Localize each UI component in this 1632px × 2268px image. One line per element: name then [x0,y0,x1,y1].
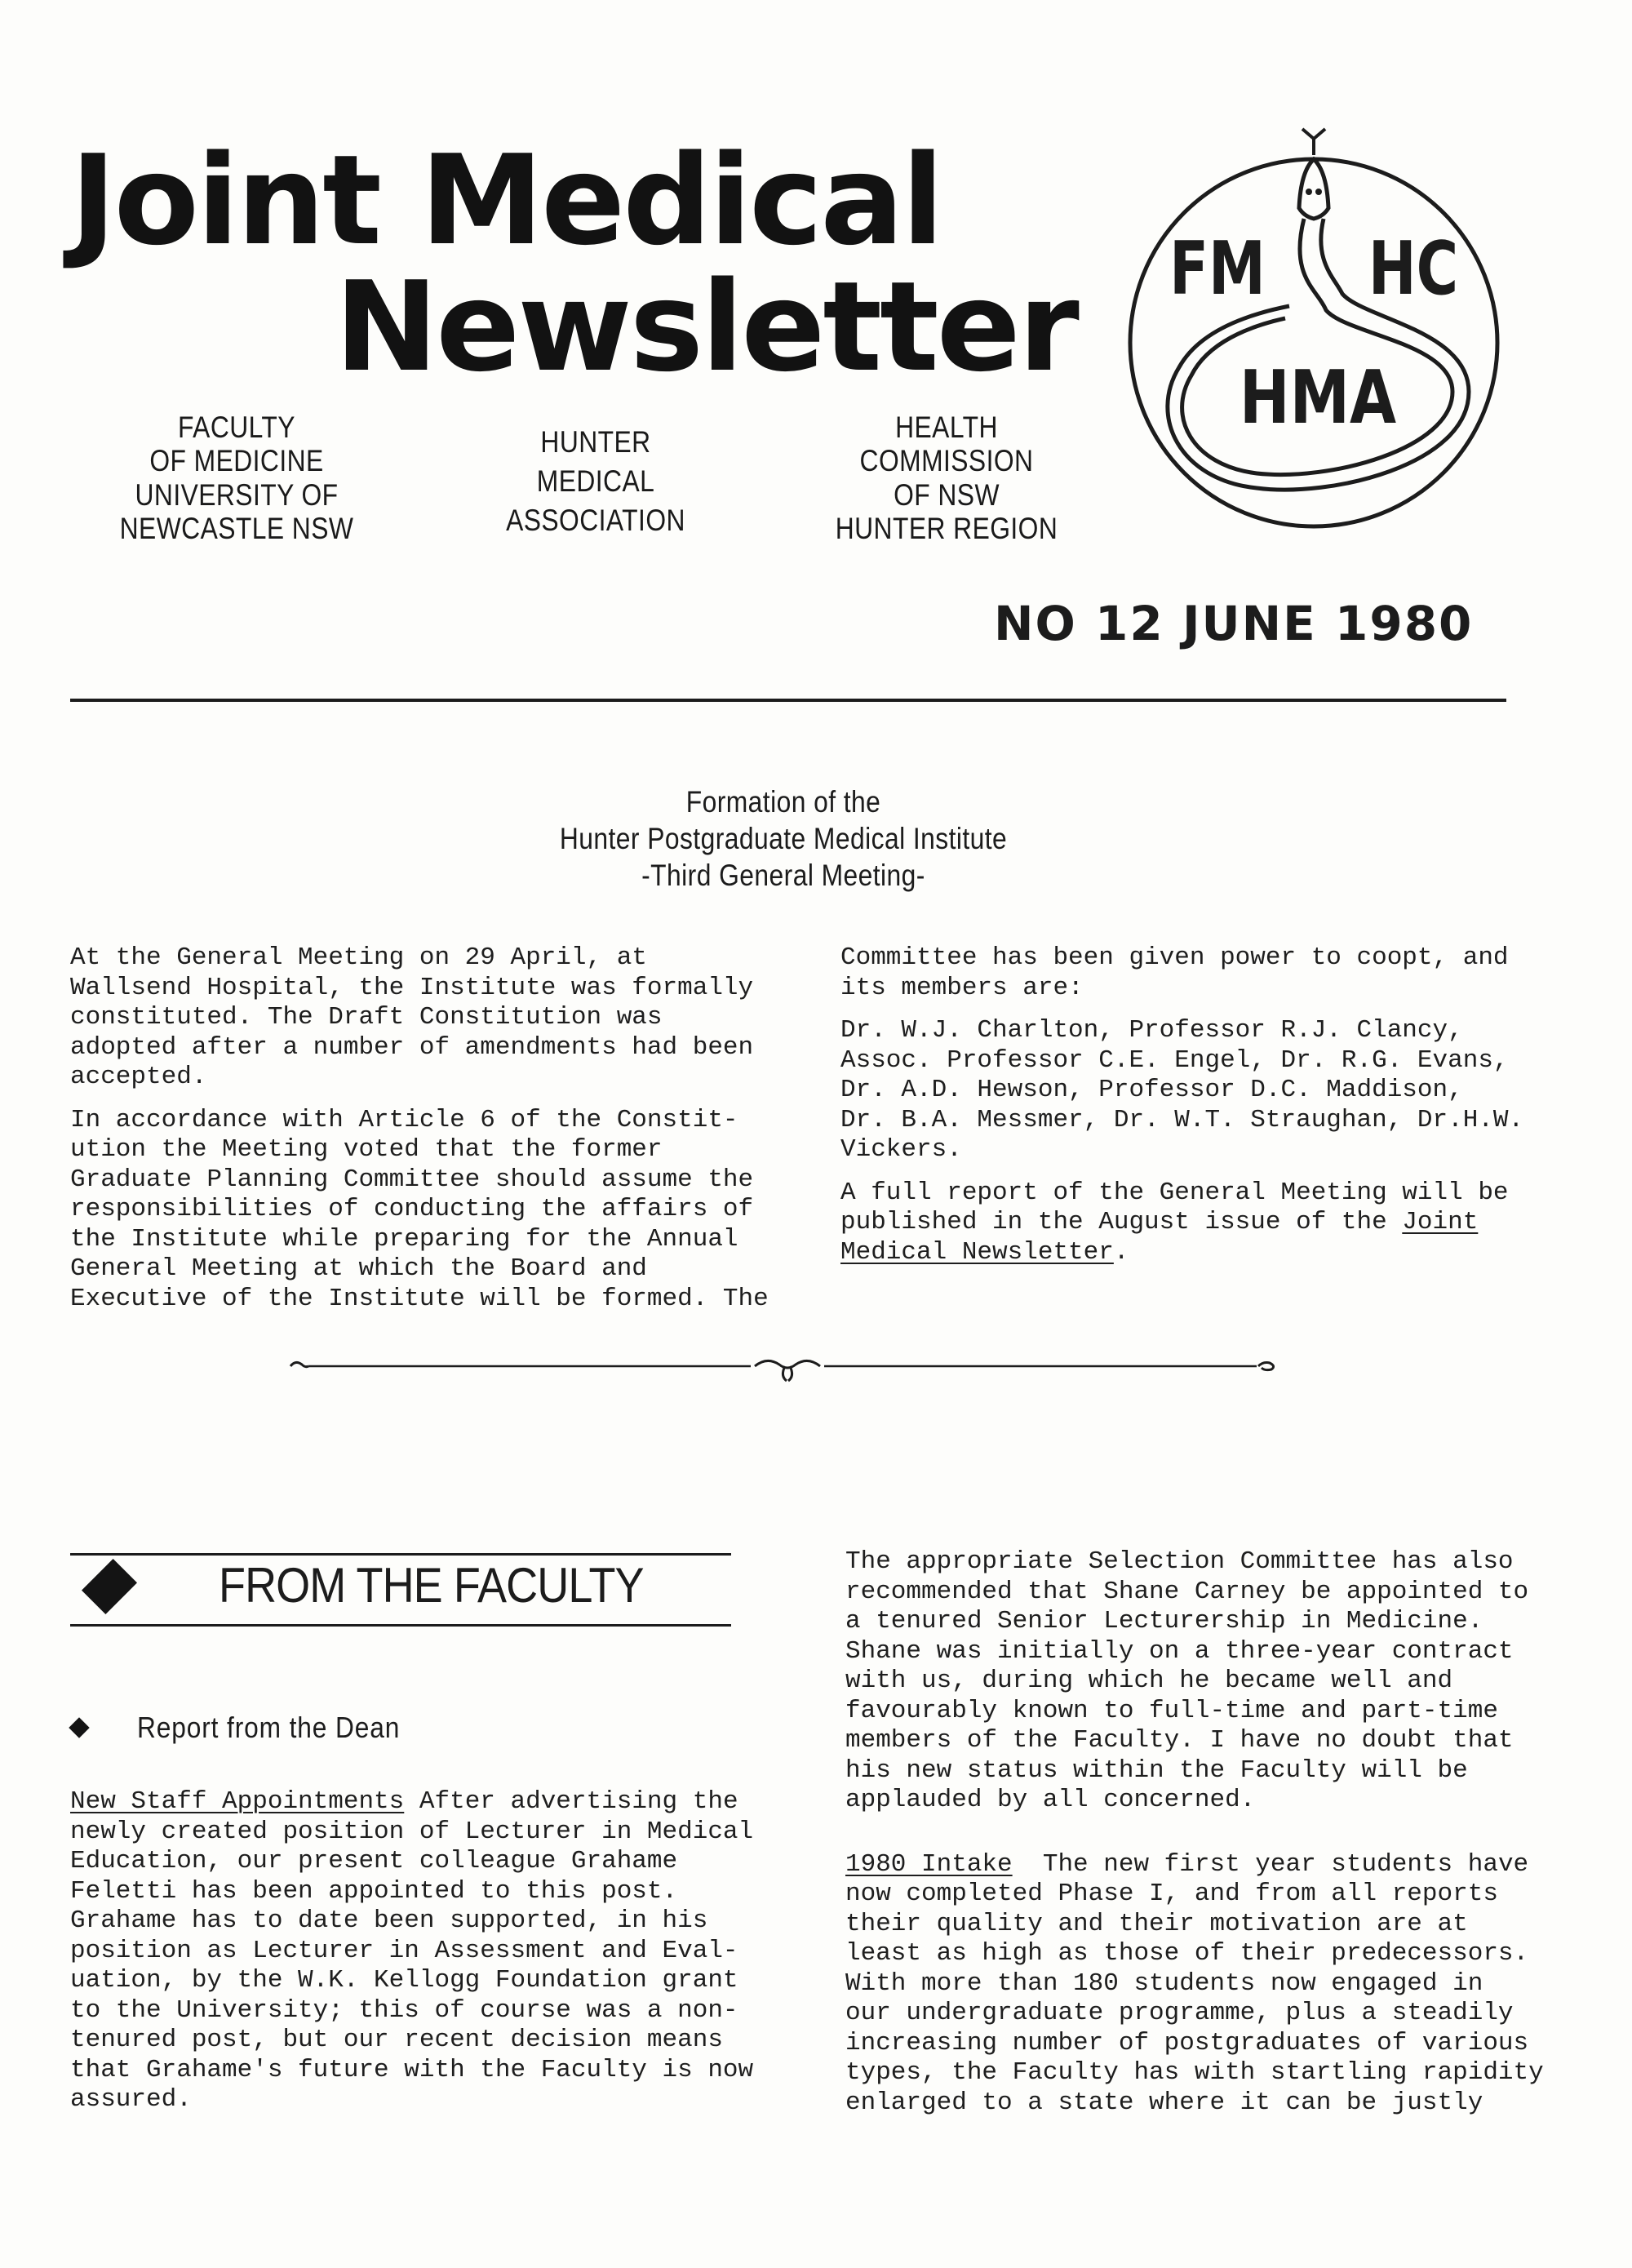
snake-eye [1306,189,1312,195]
article-right-column [840,943,1559,1267]
text-line: least as high as those of their predecessors. [845,1939,1529,1968]
flourish-end-icon [1258,1363,1274,1370]
ornamental-divider [286,1347,1297,1387]
masthead-divider [70,699,1506,702]
org-faculty-line: OF MEDICINE [149,444,324,478]
text-line: position as Lecturer in Assessment and Eval- [70,1936,738,1965]
snake-tongue-fork [1302,129,1325,139]
text-line: his new status within the Faculty will be [845,1755,1468,1785]
staff-appointments-paragraph [70,1787,788,2115]
text-line: a tenured Senior Lecturership in Medicine. [845,1607,1483,1636]
text-line: Executive of the Institute will be formed. The [70,1284,769,1313]
text-line: responsibilities of conducting the affairs of [70,1195,754,1223]
text-line: favourably known to full-time and part-time [845,1696,1498,1725]
org-hunter-medical-association [490,423,701,540]
org-health-line: HUNTER REGION [835,512,1058,546]
text-line: The appropriate Selection Committee has also [845,1547,1514,1576]
text-line: assured. [70,2085,192,2114]
text-line: types, the Faculty has with startling rapidity [845,2058,1544,2087]
org-faculty-of-medicine [118,411,356,546]
text-line: Dr. A.D. Hewson, Professor D.C. Maddison, [840,1076,1463,1104]
text-line: Committee has been given power to coopt, and [840,943,1509,972]
headline-line: Hunter Postgraduate Medical Institute [559,822,1008,856]
diamond-bullet-icon [82,1559,137,1614]
flourish-end-icon [290,1362,308,1366]
org-faculty-line: FACULTY [178,411,295,444]
text-line: In accordance with Article 6 of the Constit- [70,1105,738,1134]
faculty-bottom-rule [70,1624,731,1627]
text-line: uation, by the W.K. Kellogg Foundation grant [70,1966,738,1995]
text-line: recommended that Shane Carney be appointed to [845,1577,1529,1606]
text-line: now completed Phase I, and from all reports [845,1880,1498,1908]
org-health-line: HEALTH [895,411,998,444]
issue-number-date: NO 12 JUNE 1980 [994,596,1474,651]
org-hunter-line: HUNTER [540,425,651,459]
article-paragraph [70,1106,788,1315]
text-line: . [1113,1237,1129,1267]
text-line: with us, during which he became well and [845,1667,1453,1695]
report-notice [840,1178,1559,1268]
newsletter-title-reference: Medical Newsletter [840,1237,1114,1267]
org-health-line: COMMISSION [859,444,1034,478]
text-line: Shane was initially on a three-year contract [845,1636,1514,1666]
article-paragraph [840,943,1559,1003]
text-line: Grahame has to date been supported, in his [70,1906,708,1935]
text-line: Feletti has been appointed to this post. [70,1876,678,1906]
text-line: increasing number of postgraduates of various [845,2028,1529,2057]
text-line: Vickers. [840,1135,962,1164]
org-health-line: OF NSW [894,477,1000,512]
text-line: published in the August issue of the [840,1208,1403,1236]
text-line: The new first year students have [1012,1849,1529,1879]
staff-appointments-label: New Staff Appointments [70,1787,405,1816]
text-line: that Grahame's future with the Faculty is now [70,2055,754,2084]
newsletter-title-reference: Joint [1402,1208,1479,1236]
text-line: adopted after a number of amendments had been [70,1032,754,1062]
committee-members-list [840,1016,1559,1165]
masthead-title-line2: Newsletter [335,255,1077,399]
text-line: applauded by all concerned. [845,1786,1256,1814]
masthead-title-line1: Joint Medical [70,128,942,273]
article-paragraph [845,1547,1580,1816]
text-line: constituted. The Draft Constitution was [70,1003,663,1032]
snake-head-icon [1299,159,1328,219]
article-headline [503,783,1064,894]
fmhc-hma-logo [1110,122,1518,547]
org-hunter-line: MEDICAL [536,464,655,499]
org-health-commission [834,411,1058,546]
text-line: newly created position of Lecturer in Medical [70,1817,754,1846]
small-diamond-bullet-icon [69,1717,89,1738]
snake-eye [1315,189,1322,195]
faculty-right-column [845,1547,1580,2118]
text-line: Wallsend Hospital, the Institute was formally [70,973,754,1002]
org-hunter-line: ASSOCIATION [506,504,685,538]
text-line: their quality and their motivation are at [845,1909,1468,1938]
text-line: Education, our present colleague Grahame [70,1847,678,1875]
headline-line: -Third General Meeting- [641,859,925,893]
logo-fm-text: FM [1169,226,1266,313]
text-line: tenured post, but our recent decision means [70,2026,723,2054]
text-line: Graduate Planning Committee should assume the [70,1165,754,1194]
text-line: A full report of the General Meeting will be [840,1178,1509,1207]
logo-hma-text: HMA [1239,355,1397,441]
text-line: members of the Faculty. I have no doubt that [845,1726,1514,1755]
org-faculty-line: UNIVERSITY OF [135,477,339,512]
text-line: Assoc. Professor C.E. Engel, Dr. R.G. Evans, [840,1045,1509,1075]
article-left-column [70,943,788,1314]
text-line: enlarged to a state where it can be justly [845,2088,1483,2117]
headline-line: Formation of the [685,785,881,819]
text-line: At the General Meeting on 29 April, at [70,943,647,972]
text-line: to the University; this of course was a non- [70,1995,738,2025]
text-line: With more than 180 students now engaged in [845,1968,1483,1998]
text-line: accepted. [70,1063,207,1091]
flourish-center-icon [755,1360,820,1381]
text-line: Dr. B.A. Messmer, Dr. W.T. Straughan, Dr.H.W. [840,1105,1524,1134]
intake-paragraph [845,1850,1580,2119]
article-paragraph [70,1787,788,2115]
text-line: After advertising the [404,1787,738,1816]
article-paragraph [70,943,788,1093]
text-line: our undergraduate programme, plus a steadily [845,1999,1514,2027]
text-line: its members are: [840,973,1084,1002]
intake-label: 1980 Intake [845,1849,1013,1879]
section-heading-from-the-faculty: FROM THE FACULTY [219,1558,644,1613]
text-line: General Meeting at which the Board and [70,1254,647,1283]
org-faculty-line: NEWCASTLE NSW [119,512,354,546]
text-line: ution the Meeting voted that the former [70,1135,663,1164]
logo-hc-text: HC [1368,226,1459,313]
text-line: Dr. W.J. Charlton, Professor R.J. Clancy, [840,1016,1463,1045]
faculty-top-rule [70,1553,731,1556]
text-line: the Institute while preparing for the Annual [70,1224,738,1254]
subheading-report-from-the-dean: Report from the Dean [137,1711,401,1744]
